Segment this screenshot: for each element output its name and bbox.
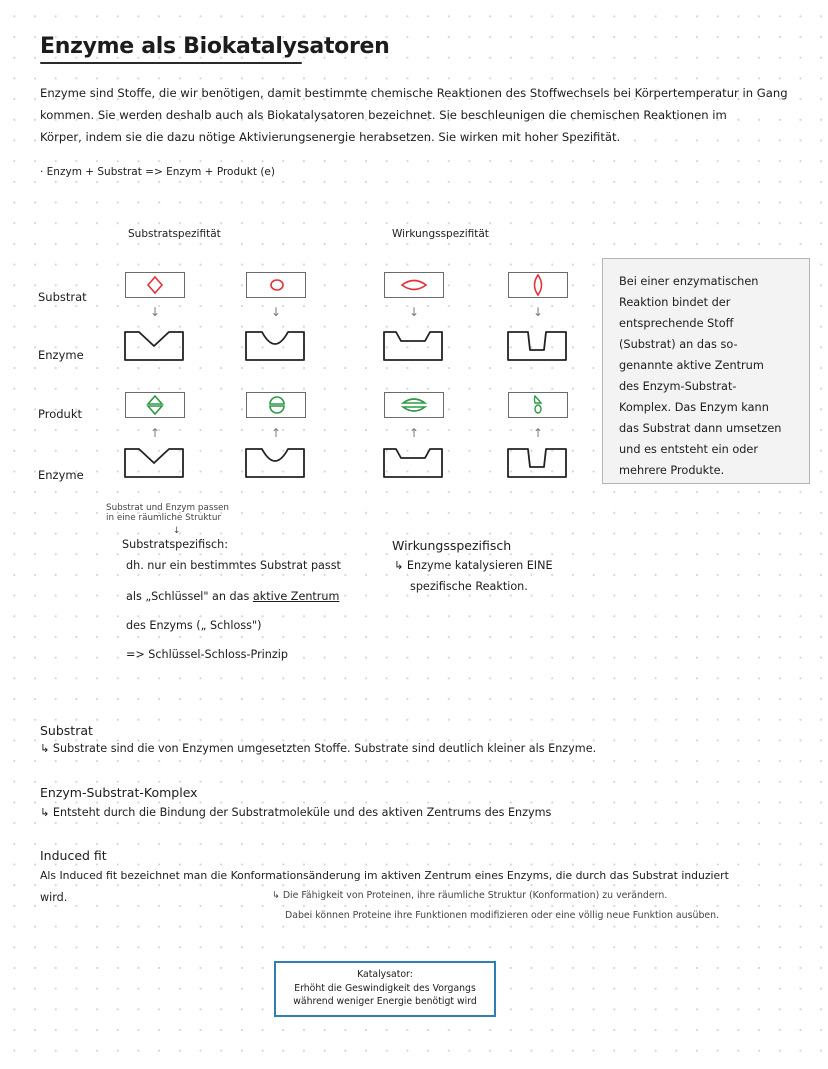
info-line: Bei einer enzymatischen [619, 275, 759, 288]
info-box [602, 258, 810, 484]
title-underline [40, 62, 302, 64]
row-label-produkt: Produkt [38, 407, 83, 421]
info-line: Komplex. Das Enzym kann [619, 401, 769, 414]
wirkungsspezifisch-line: spezifische Reaktion. [410, 580, 528, 593]
product-box-oval-split [246, 392, 306, 418]
aktive-zentrum-text: aktive Zentrum [252, 590, 340, 603]
arrow-up-icon: ↑ [149, 426, 161, 440]
lens-horizontal-substrate-shape [385, 273, 443, 297]
split-oval-product-shape [247, 393, 305, 417]
info-line: des Enzym-Substrat- [619, 380, 737, 393]
info-line: entsprechende Stoff [619, 317, 734, 330]
intro-line: Körper, indem sie die dazu nötige Aktivierungsenergie herabsetzen. Sie wirken mit hoher Spezifität. [40, 130, 621, 144]
row-label-enzyme: Enzyme [38, 468, 84, 482]
enzyme-deep-notch-shape [506, 447, 570, 479]
note-arrow-icon: ↓ [173, 526, 181, 536]
product-box-horizontal-split [384, 392, 444, 418]
substrat-heading: Substrat [40, 723, 93, 738]
induced-fit-definition: Als Induced fit bezeichnet man die Konformationsänderung im aktiven Zentrum eines Enzyms, die durch das Substrat induziert [40, 869, 729, 882]
note-line: Substrat und Enzym passen [106, 503, 230, 513]
enzyme-flat-notch-shape [382, 330, 446, 362]
split-lens-vertical-product-shape [509, 393, 567, 417]
info-line: (Substrat) an das so- [619, 338, 738, 351]
lens-vertical-substrate-shape [509, 273, 567, 297]
info-line: genannte aktive Zentrum [619, 359, 764, 372]
wirkungsspezifitaet-title: Wirkungsspezifität [392, 228, 489, 240]
substrate-box-vertical-lens [508, 272, 568, 298]
substrate-box-diamond [125, 272, 185, 298]
induced-fit-note: ↳ Die Fähigkeit von Proteinen, ihre räumliche Struktur (Konformation) zu verändern. [272, 890, 668, 901]
info-line: das Substrat dann umsetzen [619, 422, 782, 435]
substrate-box-oval [246, 272, 306, 298]
enzyme-round-notch-shape [244, 447, 308, 479]
note-line: in eine räumliche Struktur [106, 513, 222, 523]
schluessel-schloss-prinzip: => Schlüssel-Schloss-Prinzip [126, 648, 288, 661]
induced-fit-definition-end: wird. [40, 891, 68, 904]
arrow-down-icon: ↓ [270, 305, 282, 319]
row-label-substrat: Substrat [38, 290, 87, 304]
split-lens-horizontal-product-shape [385, 393, 443, 417]
enzyme-deep-notch-shape [506, 330, 570, 362]
key-text: als „Schlüssel" an das [126, 590, 253, 603]
reaction-equation: · Enzym + Substrat => Enzym + Produkt (e) [40, 166, 275, 178]
komplex-heading: Enzym-Substrat-Komplex [40, 785, 198, 800]
page-title: Enzyme als Biokatalysatoren [40, 34, 390, 59]
info-line: mehrere Produkte. [619, 464, 725, 477]
split-diamond-product-shape [126, 393, 184, 417]
enzyme-v-notch-shape [123, 330, 187, 362]
arrow-up-icon: ↑ [270, 426, 282, 440]
katalysator-line: während weniger Energie benötigt wird [293, 996, 477, 1007]
intro-line: kommen. Sie werden deshalb auch als Biokatalysatoren bezeichnet. Sie beschleunigen die chemischen Reaktionen im [40, 108, 727, 122]
enzyme-v-notch-shape [123, 447, 187, 479]
wirkungsspezifisch-line: ↳ Enzyme katalysieren EINE [394, 559, 553, 572]
arrow-down-icon: ↓ [408, 305, 420, 319]
product-box-diamond-split [125, 392, 185, 418]
substrat-definition: ↳ Substrate sind die von Enzymen umgesetzten Stoffe. Substrate sind deutlich kleiner als Enzyme. [40, 742, 597, 755]
row-label-enzyme: Enzyme [38, 348, 84, 362]
katalysator-heading: Katalysator: [357, 969, 413, 980]
substratspezifitaet-title: Substratspezifität [128, 228, 221, 240]
substratspezifisch-heading: Substratspezifisch: [122, 538, 229, 551]
substratspezifisch-line: dh. nur ein bestimmtes Substrat passt [126, 559, 341, 572]
induced-fit-heading: Induced fit [40, 848, 107, 863]
info-line: Reaktion bindet der [619, 296, 731, 309]
substrate-box-horizontal-lens [384, 272, 444, 298]
komplex-definition: ↳ Entsteht durch die Bindung der Substratmoleküle und des aktiven Zentrums des Enzyms [40, 806, 552, 819]
intro-paragraph [40, 82, 810, 148]
induced-fit-note: Dabei können Proteine ihre Funktionen modifizieren oder eine völlig neue Funktion ausüben. [285, 910, 720, 921]
fit-note [106, 503, 229, 523]
arrow-down-icon: ↓ [532, 305, 544, 319]
arrow-up-icon: ↑ [532, 426, 544, 440]
enzyme-flat-notch-shape [382, 447, 446, 479]
product-box-vertical-split [508, 392, 568, 418]
diamond-substrate-shape [126, 273, 184, 297]
oval-substrate-shape [247, 273, 305, 297]
substratspezifisch-line [126, 590, 339, 603]
katalysator-line: Erhöht die Geswindigkeit des Vorgangs [294, 982, 476, 994]
substratspezifisch-line: des Enzyms („ Schloss") [126, 619, 262, 632]
arrow-up-icon: ↑ [408, 426, 420, 440]
enzyme-round-notch-shape [244, 330, 308, 362]
katalysator-box [274, 961, 496, 1017]
wirkungsspezifisch-heading: Wirkungsspezifisch [392, 538, 512, 553]
intro-line: Enzyme sind Stoffe, die wir benötigen, damit bestimmte chemische Reaktionen des Stoffwechsels bei Körpertemperatur in Gang [40, 86, 788, 100]
arrow-down-icon: ↓ [149, 305, 161, 319]
info-line: und es entsteht ein oder [619, 443, 759, 456]
